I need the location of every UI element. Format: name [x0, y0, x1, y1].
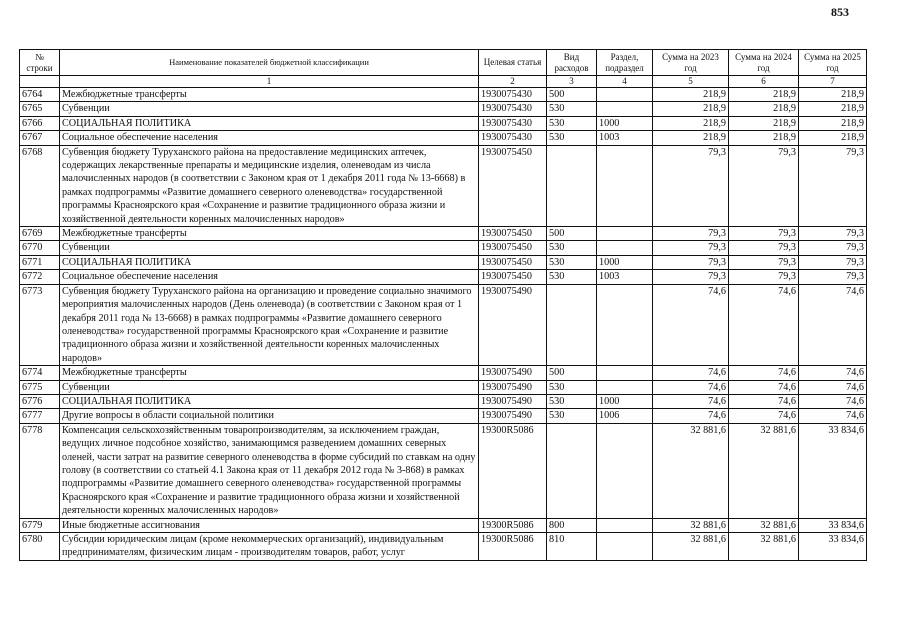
row-sum-2023: 79,3	[653, 241, 729, 255]
row-sum-2023: 218,9	[653, 131, 729, 145]
row-sum-2023: 218,9	[653, 102, 729, 116]
row-number: 6767	[20, 131, 60, 145]
row-name: Межбюджетные трансферты	[60, 366, 479, 380]
column-number	[20, 76, 60, 88]
row-name: Другие вопросы в области социальной политики	[60, 409, 479, 423]
row-sum-2024: 79,3	[729, 241, 799, 255]
row-expense-kind: 530	[547, 102, 597, 116]
row-number: 6774	[20, 366, 60, 380]
row-sum-2025: 218,9	[799, 116, 867, 130]
row-sum-2024: 79,3	[729, 270, 799, 284]
row-target-article: 1930075450	[479, 241, 547, 255]
row-number: 6777	[20, 409, 60, 423]
row-sum-2024: 79,3	[729, 227, 799, 241]
row-sum-2025: 218,9	[799, 88, 867, 102]
row-section	[597, 533, 653, 561]
row-number: 6778	[20, 423, 60, 518]
row-name: Компенсация сельскохозяйственным товаропроизводителям, за исключением граждан, ведущих личное подсобное хозяйство, занимающимся разведением домашних северных оленей, части затрат на развитие северного оленеводства в форме субсидий по ставкам на одну голову (в соответствии со статьей 4.1 Закона края от 11 декабря 2012 года № 3-868) в рамках подпрограммы «Развитие домашнего северного оленеводства» государственной программы Красноярского края «Сохранение и развитие традиционного образа жизни и хозяйственной деятельности коренных малочисленных народов»	[60, 423, 479, 518]
row-sum-2024: 74,6	[729, 394, 799, 408]
header-kind: Вид расходов	[547, 50, 597, 76]
table-row	[20, 380, 867, 394]
column-number: 1	[60, 76, 479, 88]
column-number: 4	[597, 76, 653, 88]
table-row	[20, 145, 867, 226]
row-expense-kind: 500	[547, 88, 597, 102]
row-sum-2024: 74,6	[729, 409, 799, 423]
row-expense-kind: 810	[547, 533, 597, 561]
row-section	[597, 366, 653, 380]
row-target-article: 1930075430	[479, 131, 547, 145]
table-row	[20, 409, 867, 423]
page-number: 853	[831, 5, 849, 19]
row-sum-2024: 79,3	[729, 255, 799, 269]
row-sum-2024: 32 881,6	[729, 518, 799, 532]
row-sum-2023: 74,6	[653, 409, 729, 423]
header-row-no: № строки	[20, 50, 60, 76]
row-sum-2025: 218,9	[799, 131, 867, 145]
row-section: 1000	[597, 116, 653, 130]
row-sum-2024: 32 881,6	[729, 533, 799, 561]
row-sum-2023: 32 881,6	[653, 518, 729, 532]
row-sum-2025: 33 834,6	[799, 423, 867, 518]
row-expense-kind	[547, 145, 597, 226]
row-target-article: 1930075490	[479, 366, 547, 380]
row-sum-2025: 74,6	[799, 394, 867, 408]
row-name: Субвенции	[60, 241, 479, 255]
row-section	[597, 241, 653, 255]
row-sum-2023: 218,9	[653, 116, 729, 130]
header-row	[20, 50, 867, 76]
row-sum-2023: 79,3	[653, 270, 729, 284]
table-row	[20, 227, 867, 241]
row-target-article: 1930075490	[479, 394, 547, 408]
row-sum-2024: 32 881,6	[729, 423, 799, 518]
row-expense-kind: 530	[547, 380, 597, 394]
row-number: 6780	[20, 533, 60, 561]
row-name: Межбюджетные трансферты	[60, 227, 479, 241]
row-sum-2025: 33 834,6	[799, 518, 867, 532]
column-number: 5	[653, 76, 729, 88]
row-number: 6770	[20, 241, 60, 255]
row-name: Субвенция бюджету Туруханского района на организацию и проведение социально значимого мероприятия малочисленных народов (День оленевода) (в соответствии с Законом края от 1 декабря 2011 года № 13-6668) в рамках подпрограммы «Развитие домашнего северного оленеводства» государственной программы Красноярского края «Сохранение и развитие традиционного образа жизни и хозяйственной деятельности коренных малочисленных народов»	[60, 284, 479, 365]
row-target-article: 1930075490	[479, 284, 547, 365]
row-sum-2024: 79,3	[729, 145, 799, 226]
row-name: Межбюджетные трансферты	[60, 88, 479, 102]
table-row	[20, 533, 867, 561]
row-sum-2023: 32 881,6	[653, 423, 729, 518]
row-number: 6769	[20, 227, 60, 241]
row-section	[597, 423, 653, 518]
row-sum-2024: 74,6	[729, 380, 799, 394]
header-sum-2023: Сумма на 2023 год	[653, 50, 729, 76]
row-name: Субсидии юридическим лицам (кроме некоммерческих организаций), индивидуальным предпринимателям, физическим лицам - производителям товаров, работ, услуг	[60, 533, 479, 561]
row-sum-2025: 79,3	[799, 227, 867, 241]
table-row	[20, 366, 867, 380]
table-body	[20, 88, 867, 561]
header-section: Раздел, подраздел	[597, 50, 653, 76]
row-name: Иные бюджетные ассигнования	[60, 518, 479, 532]
row-sum-2023: 32 881,6	[653, 533, 729, 561]
row-name: СОЦИАЛЬНАЯ ПОЛИТИКА	[60, 255, 479, 269]
row-expense-kind: 530	[547, 255, 597, 269]
row-number: 6771	[20, 255, 60, 269]
row-sum-2025: 33 834,6	[799, 533, 867, 561]
row-name: Субвенции	[60, 380, 479, 394]
row-target-article: 1930075430	[479, 116, 547, 130]
row-sum-2025: 74,6	[799, 366, 867, 380]
row-target-article: 1930075450	[479, 270, 547, 284]
row-number: 6775	[20, 380, 60, 394]
row-expense-kind: 530	[547, 241, 597, 255]
column-number: 7	[799, 76, 867, 88]
row-sum-2025: 79,3	[799, 145, 867, 226]
row-sum-2023: 79,3	[653, 227, 729, 241]
row-name: Субвенции	[60, 102, 479, 116]
row-number: 6765	[20, 102, 60, 116]
row-expense-kind: 500	[547, 366, 597, 380]
row-sum-2023: 74,6	[653, 366, 729, 380]
row-number: 6776	[20, 394, 60, 408]
row-sum-2023: 79,3	[653, 145, 729, 226]
row-sum-2025: 218,9	[799, 102, 867, 116]
row-sum-2025: 74,6	[799, 380, 867, 394]
row-target-article: 1930075450	[479, 145, 547, 226]
row-expense-kind: 500	[547, 227, 597, 241]
row-expense-kind: 800	[547, 518, 597, 532]
row-section: 1000	[597, 255, 653, 269]
row-name: Субвенция бюджету Туруханского района на предоставление медицинских аптечек, содержащих лекарственные препараты и медицинские изделия, оленеводам из числа малочисленных народов (в соответствии с Законом края от 1 декабря 2011 года № 13-6668) в рамках подпрограммы «Развитие домашнего северного оленеводства» государственной программы Красноярского края «Сохранение и развитие традиционного образа жизни и хозяйственной деятельности коренных малочисленных народов»	[60, 145, 479, 226]
table-row	[20, 102, 867, 116]
row-sum-2024: 74,6	[729, 284, 799, 365]
table-row	[20, 394, 867, 408]
row-name: Социальное обеспечение населения	[60, 131, 479, 145]
row-target-article: 19300R5086	[479, 518, 547, 532]
table-row	[20, 284, 867, 365]
column-number: 6	[729, 76, 799, 88]
row-sum-2023: 218,9	[653, 88, 729, 102]
row-sum-2023: 74,6	[653, 284, 729, 365]
row-section	[597, 227, 653, 241]
header-sum-2025: Сумма на 2025 год	[799, 50, 867, 76]
row-target-article: 19300R5086	[479, 533, 547, 561]
row-expense-kind: 530	[547, 270, 597, 284]
row-sum-2024: 218,9	[729, 88, 799, 102]
row-section	[597, 102, 653, 116]
row-sum-2024: 218,9	[729, 116, 799, 130]
header-sum-2024: Сумма на 2024 год	[729, 50, 799, 76]
row-sum-2025: 74,6	[799, 409, 867, 423]
row-target-article: 1930075490	[479, 409, 547, 423]
header-target: Целевая статья	[479, 50, 547, 76]
row-section	[597, 145, 653, 226]
row-target-article: 19300R5086	[479, 423, 547, 518]
table-row	[20, 255, 867, 269]
row-expense-kind: 530	[547, 394, 597, 408]
table-row	[20, 116, 867, 130]
row-section: 1000	[597, 394, 653, 408]
row-expense-kind	[547, 284, 597, 365]
row-expense-kind: 530	[547, 409, 597, 423]
header-name: Наименование показателей бюджетной классификации	[60, 50, 479, 76]
row-sum-2024: 218,9	[729, 102, 799, 116]
row-sum-2023: 74,6	[653, 394, 729, 408]
row-section	[597, 88, 653, 102]
table-row	[20, 518, 867, 532]
row-target-article: 1930075490	[479, 380, 547, 394]
row-number: 6764	[20, 88, 60, 102]
row-sum-2023: 74,6	[653, 380, 729, 394]
row-name: СОЦИАЛЬНАЯ ПОЛИТИКА	[60, 116, 479, 130]
row-name: Социальное обеспечение населения	[60, 270, 479, 284]
budget-table	[19, 49, 867, 561]
row-number: 6779	[20, 518, 60, 532]
row-section: 1006	[597, 409, 653, 423]
table-row	[20, 270, 867, 284]
row-section	[597, 518, 653, 532]
row-sum-2025: 79,3	[799, 241, 867, 255]
row-number: 6773	[20, 284, 60, 365]
row-sum-2024: 218,9	[729, 131, 799, 145]
row-target-article: 1930075430	[479, 88, 547, 102]
column-number-row	[20, 76, 867, 88]
row-sum-2025: 74,6	[799, 284, 867, 365]
row-section	[597, 284, 653, 365]
row-section	[597, 380, 653, 394]
row-sum-2023: 79,3	[653, 255, 729, 269]
row-number: 6768	[20, 145, 60, 226]
row-target-article: 1930075450	[479, 227, 547, 241]
row-section: 1003	[597, 131, 653, 145]
row-sum-2025: 79,3	[799, 270, 867, 284]
table-row	[20, 423, 867, 518]
column-number: 2	[479, 76, 547, 88]
row-target-article: 1930075430	[479, 102, 547, 116]
row-expense-kind: 530	[547, 131, 597, 145]
row-expense-kind	[547, 423, 597, 518]
table-row	[20, 88, 867, 102]
row-number: 6766	[20, 116, 60, 130]
row-section: 1003	[597, 270, 653, 284]
column-number: 3	[547, 76, 597, 88]
row-target-article: 1930075450	[479, 255, 547, 269]
row-sum-2025: 79,3	[799, 255, 867, 269]
row-expense-kind: 530	[547, 116, 597, 130]
row-number: 6772	[20, 270, 60, 284]
table-row	[20, 241, 867, 255]
table-row	[20, 131, 867, 145]
row-sum-2024: 74,6	[729, 366, 799, 380]
row-name: СОЦИАЛЬНАЯ ПОЛИТИКА	[60, 394, 479, 408]
